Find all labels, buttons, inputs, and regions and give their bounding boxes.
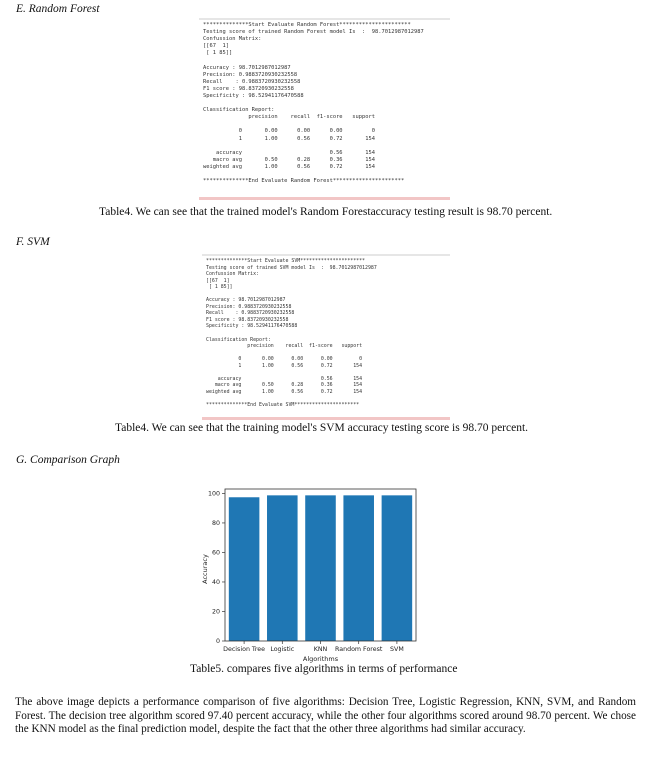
section-heading-random-forest: E. Random Forest	[16, 3, 100, 15]
console-text: **************Start Evaluate SVM********************** Testing score of trained SVM model Is : 98.7012987012987 Confussion Matrix: [[67 1] [ 1 85]] Accuracy : 98.7012987012987 Precision: 0.9883720930232558 Recall : 0.9883720930232558 F1 score : 98.83720930232558 Specificity : 98.52941176470588 Classification Report: precision recall f1-score support 0 0.00 0.00 0.00 0 1 1.00 0.56 0.72 154 accuracy 0.56 154 macro avg 0.50 0.28 0.36 154 weighted avg 1.00 0.56 0.72 154 **************End Evaluate SVM**********************	[206, 258, 377, 409]
bar-knn	[305, 495, 336, 641]
bar-random-forest	[343, 495, 374, 641]
table5-caption: Table5. compares five algorithms in terms of performance	[190, 663, 458, 675]
accuracy-comparison-chart	[198, 481, 423, 664]
x-tick-label: Decision Tree	[223, 646, 266, 653]
x-tick-label: Logistic	[270, 646, 295, 653]
x-tick-label: SVM	[390, 646, 404, 653]
x-tick-label: Random Forest	[334, 646, 383, 653]
y-tick-label: 100	[207, 490, 220, 498]
y-tick-label: 80	[211, 519, 220, 527]
section-heading-svm: F. SVM	[16, 236, 50, 248]
x-tick-label: KNN	[313, 646, 328, 653]
svm-console-output	[202, 254, 450, 420]
y-tick-label: 20	[211, 608, 220, 616]
bar-logistic	[267, 495, 298, 641]
chart-svg	[198, 481, 423, 664]
y-tick-label: 0	[215, 638, 220, 645]
table4-random-forest-caption: Table4. We can see that the trained model's Random Forestaccuracy testing result is 98.70 percent.	[99, 206, 553, 218]
section-heading-comparison-graph: G. Comparison Graph	[16, 454, 120, 466]
random-forest-console-output	[199, 18, 450, 200]
table4-svm-caption: Table4. We can see that the training model's SVM accuracy testing score is 98.70 percent.	[115, 422, 529, 434]
bar-decision-tree	[229, 497, 260, 641]
y-tick-label: 40	[211, 578, 220, 586]
y-axis-label: Accuracy	[201, 554, 209, 584]
bar-svm	[382, 495, 413, 641]
console-text: **************Start Evaluate Random Forest********************** Testing score of trained Random Forest model Is : 98.7012987012987 Confussion Matrix: [[67 1] [ 1 85]] Accuracy : 98.7012987012987 Precision: 0.9883720930232558 Recall : 0.9883720930232558 F1 score : 98.83720930232558 Specificity : 98.52941176470588 Classification Report: precision recall f1-score support 0 0.00 0.00 0.00 0 1 1.00 0.56 0.72 154 accuracy 0.56 154 macro avg 0.50 0.28 0.36 154 weighted avg 1.00 0.56 0.72 154 **************End Evaluate Random Forest**********************	[203, 22, 424, 185]
body-paragraph: The above image depicts a performance comparison of five algorithms: Decision Tree, Logistic Regression, KNN, SVM, and Random Forest. The decision tree algorithm scored 97.40 percent accuracy, while the other four algorithms scored around 98.70 percent. We chose the KNN model as the final prediction model, despite the fact that the other three algorithms had similar accuracy.	[15, 696, 636, 736]
y-tick-label: 60	[211, 549, 220, 557]
x-axis-label: Algorithms	[302, 655, 339, 663]
